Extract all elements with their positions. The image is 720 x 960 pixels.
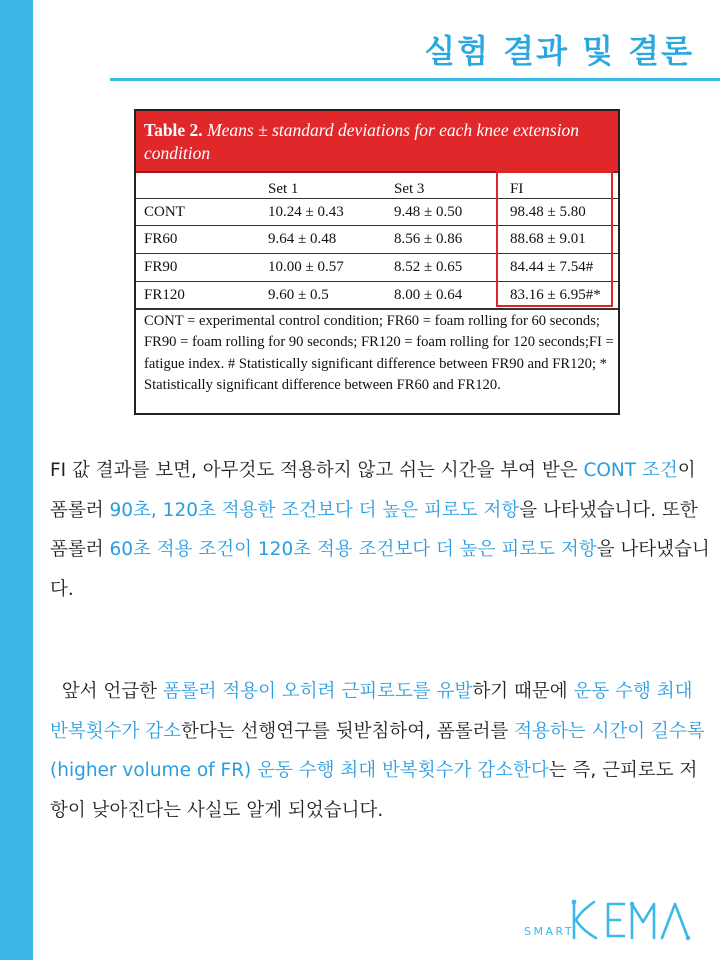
- paragraph-fi-results: [50, 451, 710, 609]
- table-header-cell: FI: [510, 181, 524, 197]
- text-run: 이 폼롤러: [50, 460, 696, 521]
- table-rule: [136, 308, 618, 310]
- table-cell: 88.68 ± 9.01: [510, 231, 586, 247]
- table-cell: FR90: [144, 259, 178, 275]
- fi-column-highlight: [496, 171, 613, 307]
- highlight-text: 60초 적용 조건이 120초 적용 조건보다 더 높은 피로도 저항: [109, 539, 597, 560]
- text-run: 하기 때문에: [472, 681, 574, 702]
- table-cell: 84.44 ± 7.54#: [510, 259, 594, 275]
- table-cell: 8.52 ± 0.65: [394, 259, 463, 275]
- highlight-text: 운동 수행 최대 반복횟수가 감소: [50, 681, 693, 742]
- title-underline: [110, 78, 720, 81]
- highlight-text: 폼롤러 적용이 오히려 근피로도를 유발: [162, 681, 473, 702]
- highlight-text: CONT 조건: [583, 460, 678, 481]
- table-cell: CONT: [144, 204, 185, 220]
- text-run: 을 나타냈습니다.: [50, 539, 710, 600]
- table-header-cell: Set 3: [394, 181, 425, 197]
- table-header-cell: Set 1: [268, 181, 299, 197]
- highlight-text: 적용하는 시간이 길수록(higher volume of FR) 운동 수행 최대 반복횟수가 감소한다: [50, 720, 705, 781]
- table-cell: 10.00 ± 0.57: [268, 259, 344, 275]
- paragraph-conclusion: [50, 672, 710, 830]
- text-run: 앞서 언급한: [50, 681, 163, 702]
- table-cell: FR60: [144, 231, 178, 247]
- table-cell: 8.56 ± 0.86: [394, 231, 463, 247]
- text-run: 한다는 선행연구를 뒷받침하여, 폼롤러를: [180, 720, 515, 742]
- table-caption-text: Means ± standard deviations for each knee extension condition: [144, 120, 580, 163]
- table-caption-label: Table 2.: [144, 120, 203, 140]
- table-cell: 9.48 ± 0.50: [394, 204, 463, 220]
- table-cell: 9.60 ± 0.5: [268, 287, 329, 303]
- table-cell: FR120: [144, 287, 185, 303]
- table-caption: [136, 111, 618, 173]
- text-run: FI 값 결과를 보면, 아무것도 적용하지 않고 쉬는 시간을 부여 받은: [50, 460, 578, 481]
- smart-kema-logo: [524, 898, 694, 942]
- table-cell: 98.48 ± 5.80: [510, 204, 586, 220]
- page-title: 실험 결과 및 결론: [424, 32, 694, 70]
- highlight-text: 90초, 120초 적용한 조건보다 더 높은 피로도 저항: [109, 499, 520, 521]
- table-cell: 10.24 ± 0.43: [268, 204, 344, 220]
- text-run: 을 나타냈습니다. 또한 폼롤러: [50, 499, 698, 560]
- kema-logo-mark: [524, 898, 694, 942]
- table-footnote: CONT = experimental control condition; FR60 = foam rolling for 60 seconds; FR90 = foam rolling for 90 seconds; FR120 = foam rolling for 120 seconds;FI = fatigue index. # Statistically significant difference between FR90 and FR120; * Statistically significant difference between FR60 and FR120.: [144, 313, 614, 393]
- table-cell: 8.00 ± 0.64: [394, 287, 463, 303]
- left-accent-bar: [0, 0, 33, 960]
- table-cell: 83.16 ± 6.95#*: [510, 287, 601, 303]
- results-table: [134, 109, 620, 415]
- logo-smart-text: SMART: [524, 925, 575, 938]
- text-run: 는 즉, 근피로도 저항이 낮아진다는 사실도 알게 되었습니다.: [50, 760, 698, 821]
- table-cell: 9.64 ± 0.48: [268, 231, 337, 247]
